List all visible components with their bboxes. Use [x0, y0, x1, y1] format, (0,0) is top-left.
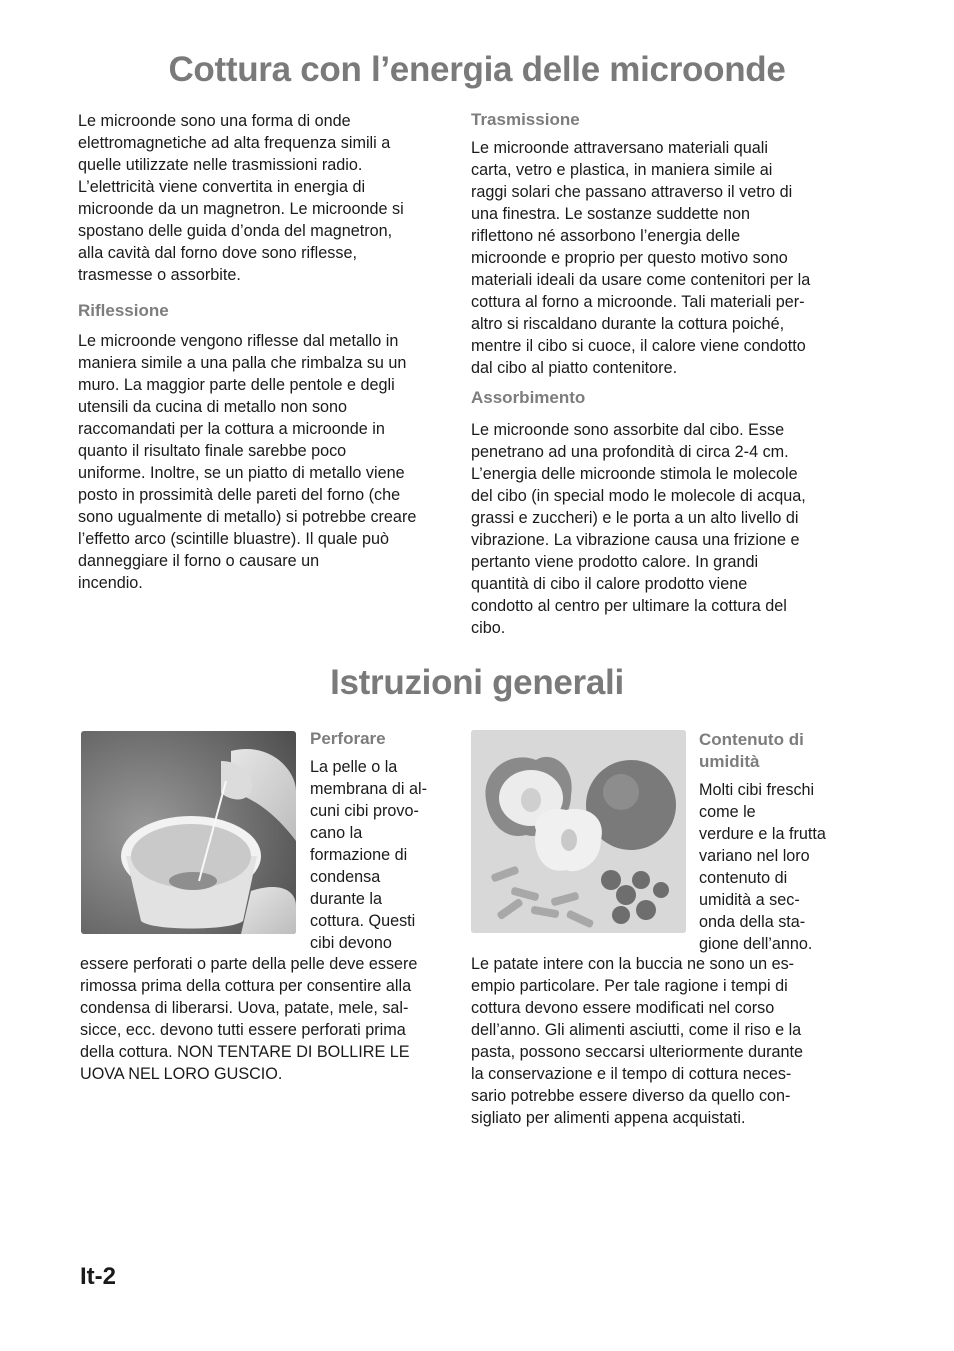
text-line: cibo.: [471, 619, 506, 637]
text-line: sicce, ecc. devono tutti essere perforati prima: [80, 1021, 406, 1039]
text-line: Le microonde attraversano materiali quali: [471, 139, 768, 157]
column-left: [78, 110, 448, 594]
text-line: altro si riscaldano durante la cottura poiché,: [471, 315, 785, 333]
perforare-side-text: [310, 756, 450, 954]
text-line: microonde e proprio per questo motivo sono: [471, 249, 788, 267]
text-line: condotto al centro per ultimare la cottura del: [471, 597, 787, 615]
text-line: condensa di liberarsi. Uova, patate, mele, sal-: [80, 999, 409, 1017]
text-line: la conservazione e il tempo di cottura neces-: [471, 1065, 792, 1083]
text-line: membrana di al-: [310, 780, 427, 798]
text-line: riflettono né assorbono l’energia delle: [471, 227, 741, 245]
text-line: rimossa prima della cottura per consentire alla: [80, 977, 412, 995]
text-line: dal cibo al piatto contenitore.: [471, 359, 678, 377]
text-line: materiali ideali da usare come contenitori per la: [471, 271, 811, 289]
text-line: durante la: [310, 890, 382, 908]
text-line: quantità di cibo il calore prodotto viene: [471, 575, 748, 593]
umidita-full-text: [471, 953, 851, 1129]
apples-pasta-illustration: [471, 730, 686, 933]
text-line: quelle utilizzate nelle trasmissioni radio.: [78, 156, 363, 174]
text-line: umidità a sec-: [699, 891, 800, 909]
text-line: cottura al forno a microonde. Tali materiali per-: [471, 293, 805, 311]
trasmissione-paragraph: [471, 137, 851, 379]
text-line: Le microonde sono assorbite dal cibo. Esse: [471, 421, 785, 439]
text-line: muro. La maggior parte delle pentole e degli: [78, 376, 395, 394]
text-line: Le microonde sono una forma di onde: [78, 112, 351, 130]
text-line: carta, vetro e plastica, in maniera simile ai: [471, 161, 773, 179]
text-line: raggi solari che passano attraverso il vetro di: [471, 183, 793, 201]
text-line: raccomandati per la cottura a microonde in: [78, 420, 385, 438]
riflessione-paragraph: [78, 330, 448, 594]
umidita-side: [699, 729, 849, 955]
photo-apples-pasta: [471, 730, 686, 933]
text-line: essere perforati o parte della pelle deve essere: [80, 955, 418, 973]
umidita-full: [471, 953, 851, 1129]
text-line: trasmesse o assorbite.: [78, 266, 241, 284]
perforare-side: [310, 728, 450, 954]
text-line: spostano delle guida d’onda del magnetron,: [78, 222, 393, 240]
text-line: formazione di: [310, 846, 408, 864]
heading-line: umidità: [699, 752, 760, 771]
text-line: variano nel loro: [699, 847, 810, 865]
text-line: cottura devono essere modificati nel corso: [471, 999, 775, 1017]
text-line: penetrano ad una profondità di circa 2-4 cm.: [471, 443, 789, 461]
text-line: pertanto viene prodotto calore. In grandi: [471, 553, 759, 571]
column-right: [471, 109, 851, 639]
text-line: cano la: [310, 824, 363, 842]
text-line: Le patate intere con la buccia ne sono un es-: [471, 955, 795, 973]
piercing-cup-illustration: [81, 731, 296, 934]
text-line: utensili da cucina di metallo non sono: [78, 398, 348, 416]
heading-line: Contenuto di: [699, 730, 804, 749]
text-line: pasta, possono seccarsi ulteriormente durante: [471, 1043, 804, 1061]
umidita-side-text: [699, 779, 849, 955]
text-line: UOVA NEL LORO GUSCIO.: [80, 1065, 283, 1083]
heading-trasmissione: Trasmissione: [471, 110, 580, 129]
text-line: sono ugualmente di metallo) si potrebbe creare: [78, 508, 417, 526]
heading-contenuto-umidita: [699, 729, 849, 773]
text-line: come le: [699, 803, 756, 821]
text-line: condensa: [310, 868, 381, 886]
text-line: incendio.: [78, 574, 143, 592]
text-line: vibrazione. La vibrazione causa una frizione e: [471, 531, 800, 549]
section-title: Istruzioni generali: [330, 663, 624, 702]
text-line: una finestra. Le sostanze suddette non: [471, 205, 750, 223]
page-number: It-2: [80, 1263, 116, 1290]
text-line: cibi devono: [310, 934, 392, 952]
text-line: uniforme. Inoltre, se un piatto di metallo viene: [78, 464, 405, 482]
text-line: La pelle o la: [310, 758, 398, 776]
text-line: dell’anno. Gli alimenti asciutti, come il riso e la: [471, 1021, 802, 1039]
heading-riflessione: Riflessione: [78, 301, 169, 320]
text-line: verdure e la frutta: [699, 825, 826, 843]
text-line: sario potrebbe essere diverso da quello con-: [471, 1087, 791, 1105]
perforare-full: [80, 953, 450, 1085]
text-line: empio particolare. Per tale ragione i tempi di: [471, 977, 788, 995]
text-line: cottura. Questi: [310, 912, 416, 930]
text-line: onda della sta-: [699, 913, 806, 931]
text-line: maniera simile a una palla che rimbalza su un: [78, 354, 407, 372]
text-line: quanto il risultato finale sarebbe poco: [78, 442, 347, 460]
text-line: l’effetto arco (scintille bluastre). Il quale può: [78, 530, 390, 548]
text-line: alla cavità dal forno dove sono riflesse,: [78, 244, 357, 262]
text-line: L’energia delle microonde stimola le molecole: [471, 465, 798, 483]
text-line: microonde da un magnetron. Le microonde si: [78, 200, 404, 218]
photo-piercing-cup: [81, 731, 296, 934]
page-title: Cottura con l’energia delle microonde: [168, 50, 786, 89]
text-line: gione dell’anno.: [699, 935, 813, 953]
text-line: della cottura. NON TENTARE DI BOLLIRE LE: [80, 1043, 410, 1061]
intro-paragraph: [78, 110, 448, 286]
text-line: grassi e zuccheri) e le porta a un alto livello di: [471, 509, 799, 527]
text-line: mentre il cibo si cuoce, il calore viene condotto: [471, 337, 806, 355]
text-line: posto in prossimità delle pareti del forno (che: [78, 486, 401, 504]
text-line: L’elettricità viene convertita in energia di: [78, 178, 366, 196]
text-line: del cibo (in special modo le molecole di acqua,: [471, 487, 806, 505]
heading-assorbimento: Assorbimento: [471, 388, 586, 407]
perforare-full-text: [80, 953, 450, 1085]
heading-perforare: Perforare: [310, 729, 386, 748]
text-line: sigliato per alimenti appena acquistati.: [471, 1109, 746, 1127]
assorbimento-paragraph: [471, 419, 851, 639]
text-line: elettromagnetiche ad alta frequenza simili a: [78, 134, 391, 152]
text-line: danneggiare il forno o causare un: [78, 552, 320, 570]
text-line: Le microonde vengono riflesse dal metallo in: [78, 332, 399, 350]
text-line: cuni cibi provo-: [310, 802, 419, 820]
text-line: Molti cibi freschi: [699, 781, 815, 799]
text-line: contenuto di: [699, 869, 788, 887]
